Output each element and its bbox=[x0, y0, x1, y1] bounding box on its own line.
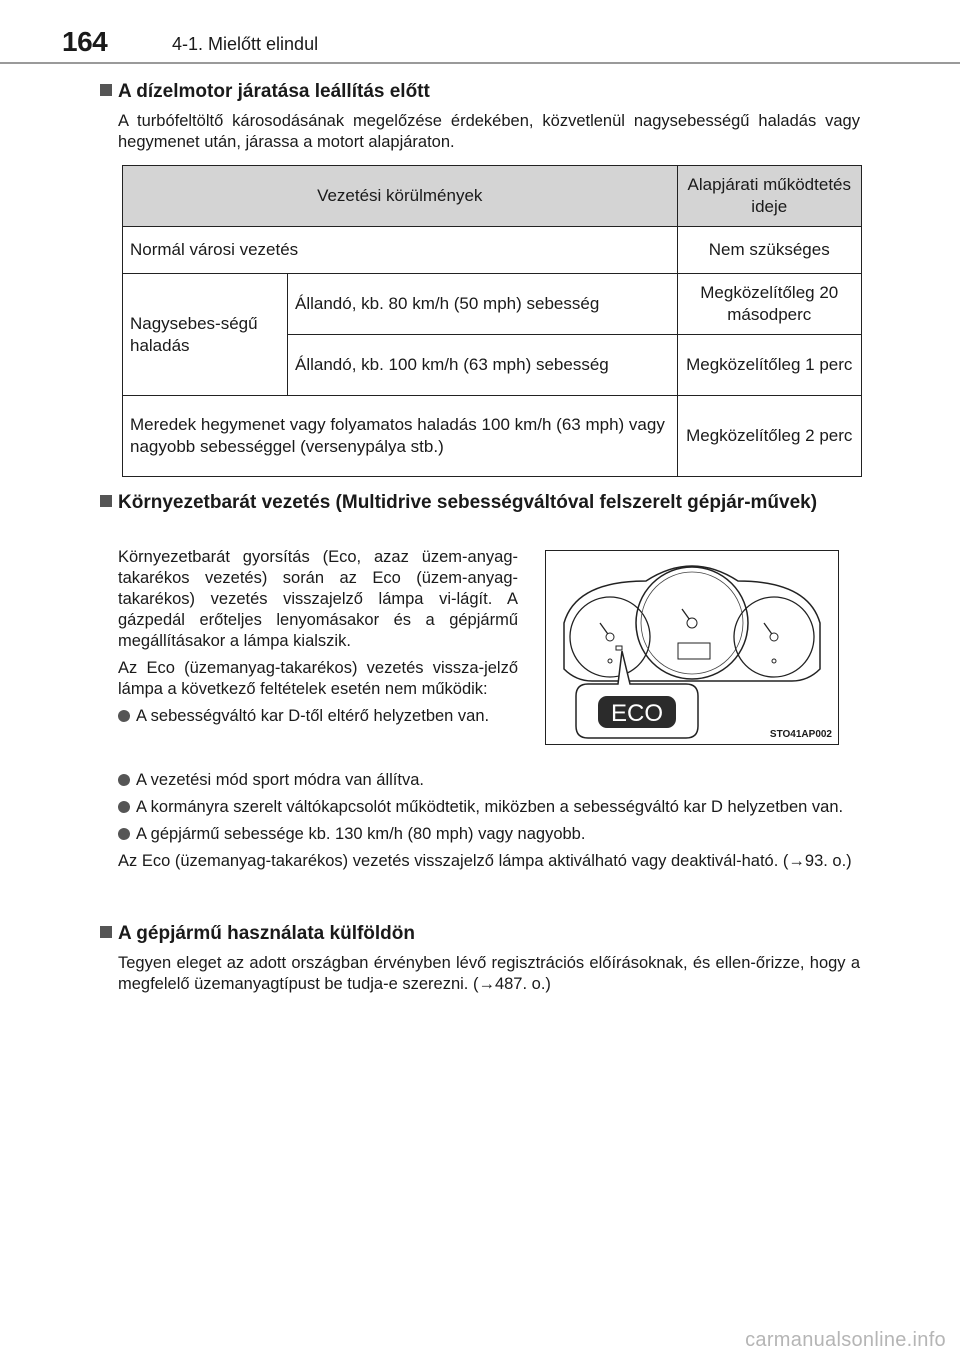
eco-paragraph: Környezetbarát gyorsítás (Eco, azaz üzem-anyag-takarékos vezetés) során az Eco (üzem-anyag-takarékos) vezetés visszajelző lámpa vi-lágít. A gázpedál erőteljes lenyomásakor és a gépjármű megállításakor a lámpa kialszik. bbox=[118, 548, 518, 650]
page-header bbox=[62, 22, 942, 62]
figure-code: STO41AP002 bbox=[769, 729, 832, 740]
eco-conditions-list bbox=[118, 770, 860, 872]
table-row bbox=[123, 396, 862, 477]
list-item: A sebességváltó kar D-től eltérő helyzetben van. bbox=[118, 706, 518, 727]
round-bullet-icon bbox=[118, 801, 130, 813]
table-cell: Megközelítőleg 20 másodperc bbox=[677, 274, 861, 335]
table-cell: Nem szükséges bbox=[677, 227, 861, 274]
list-item: A vezetési mód sport módra van állítva. bbox=[118, 770, 860, 791]
page-number: 164 bbox=[62, 26, 108, 57]
section-text-abroad: Tegyen eleget az adott országban érvényben lévő regisztrációs előírásoknak, és ellen-őrizze, hogy a megfelelő üzemanyagtípust be tudja-e szerezni. (→487. o.) bbox=[118, 954, 860, 993]
section-title-diesel: A dízelmotor járatása leállítás előtt bbox=[100, 80, 430, 104]
table-cell: Állandó, kb. 80 km/h (50 mph) sebesség bbox=[288, 274, 678, 335]
table-cell: Megközelítőleg 2 perc bbox=[677, 396, 861, 477]
watermark: carmanualsonline.info bbox=[745, 1329, 946, 1351]
eco-note: Az Eco (üzemanyag-takarékos) vezetés visszajelző lámpa aktiválható vagy deaktivál-ható. (→93. o.) bbox=[118, 852, 852, 870]
section-title-abroad: A gépjármű használata külföldön bbox=[100, 922, 415, 946]
table-header-cell: Vezetési körülmények bbox=[123, 166, 678, 227]
table-cell: Normál városi vezetés bbox=[123, 227, 678, 274]
idle-time-table bbox=[122, 165, 862, 477]
table-row bbox=[123, 227, 862, 274]
round-bullet-icon bbox=[118, 710, 130, 722]
instrument-cluster-figure bbox=[545, 550, 839, 745]
square-bullet-icon bbox=[100, 926, 112, 938]
table-header-row bbox=[123, 166, 862, 227]
chapter-title: 4-1. Mielőtt elindul bbox=[172, 34, 319, 54]
section-text-diesel: A turbófeltöltő károsodásának megelőzése érdekében, közvetlenül nagysebességű haladás vagy hegymenet után, járassa a motort alapjáraton. bbox=[118, 112, 860, 151]
header-rule bbox=[0, 62, 960, 64]
eco-paragraph: Az Eco (üzemanyag-takarékos) vezetés vissza-jelző lámpa a következő feltételek esetén nem működik: bbox=[118, 659, 518, 698]
table-cell: Meredek hegymenet vagy folyamatos haladás 100 km/h (63 mph) vagy nagyobb sebességgel (versenypálya stb.) bbox=[123, 396, 678, 477]
table-cell: Megközelítőleg 1 perc bbox=[677, 335, 861, 396]
eco-description bbox=[118, 547, 518, 733]
table-header-cell: Alapjárati működtetés ideje bbox=[677, 166, 861, 227]
list-item: A gépjármű sebessége kb. 130 km/h (80 mph) vagy nagyobb. bbox=[118, 824, 860, 845]
table-cell: Állandó, kb. 100 km/h (63 mph) sebesség bbox=[288, 335, 678, 396]
round-bullet-icon bbox=[118, 828, 130, 840]
section-title-eco: Környezetbarát vezetés (Multidrive sebességváltóval felszerelt gépjár-művek) bbox=[100, 490, 850, 516]
eco-lamp-label: ECO bbox=[610, 700, 664, 727]
table-cell: Nagysebes-ségű haladás bbox=[123, 274, 288, 396]
square-bullet-icon bbox=[100, 495, 112, 507]
instrument-cluster-illustration bbox=[546, 551, 838, 744]
round-bullet-icon bbox=[118, 774, 130, 786]
table-row bbox=[123, 274, 862, 335]
list-item: A kormányra szerelt váltókapcsolót működtetik, miközben a sebességváltó kar D helyzetben van. bbox=[118, 797, 860, 818]
square-bullet-icon bbox=[100, 84, 112, 96]
